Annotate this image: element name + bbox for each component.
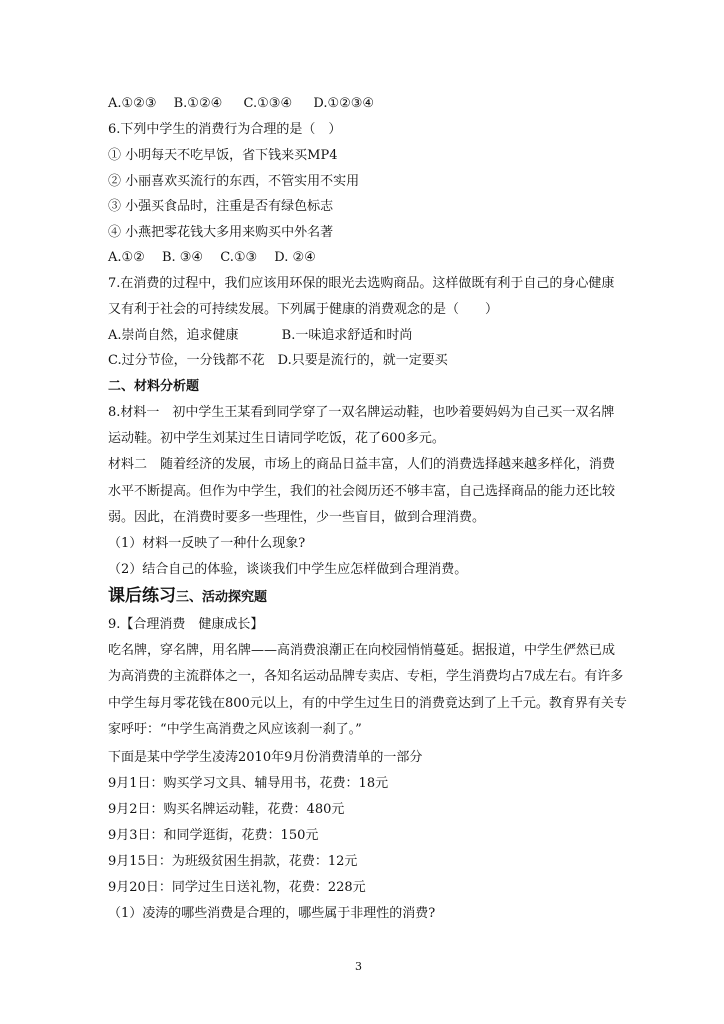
expense-item-4: 9月15日：为班级贫困生捐款，花费：12元 — [108, 854, 358, 869]
q8-material-2-line-1: 材料二 随着经济的发展，市场上的商品日益丰富，人们的消费选择越来越多样化，消费 — [108, 457, 616, 472]
q8-subquestion-2: （2）结合自己的体验，谈谈我们中学生应怎样做到合理消费。 — [108, 562, 468, 577]
after-class-title: 课后练习 — [108, 586, 176, 606]
q8-material-1-line-1: 8.材料一 初中学生王某看到同学穿了一双名牌运动鞋，也吵着要妈妈为自己买一双名牌 — [108, 405, 615, 420]
q7-options-ab: A.崇尚自然，追求健康 B.一味追求舒适和时尚 — [108, 328, 413, 343]
q8-material-2-line-3: 弱。因此，在消费时要多一些理性，少一些盲目，做到合理消费。 — [108, 510, 486, 525]
expense-item-5: 9月20日：同学过生日送礼物，花费：228元 — [108, 880, 366, 895]
after-class-heading — [108, 588, 267, 606]
q9-paragraph-line-2: 为高消费的主流群体之一，各知名运动品牌专卖店、专柜，学生消费均占7成左右。有许多 — [108, 669, 624, 684]
q6-options: A.①② B. ③④ C.①③ D. ②④ — [108, 250, 316, 265]
expense-item-3: 9月3日：和同学逛街，花费：150元 — [108, 828, 319, 843]
q7-stem-line-1: 7.在消费的过程中，我们应该用环保的眼光去选购商品。这样做既有利于自己的身心健康 — [108, 276, 615, 291]
q8-material-1-line-2: 运动鞋。初中学生刘某过生日请同学吃饭，花了600多元。 — [108, 431, 445, 446]
q6-item-2: ② 小丽喜欢买流行的东西，不管实用不实用 — [108, 174, 360, 189]
q8-subquestion-1: （1）材料一反映了一种什么现象? — [108, 536, 306, 551]
section-heading-material-analysis: 二、材料分析题 — [108, 379, 200, 394]
q9-paragraph-line-4: 家呼吁：“中学生高消费之风应该刹一刹了。” — [108, 722, 362, 737]
q9-paragraph-line-1: 吃名牌，穿名牌，用名牌——高消费浪潮正在向校园悄悄蔓延。据报道，中学生俨然已成 — [108, 643, 616, 658]
q6-item-4: ④ 小燕把零花钱大多用来购买中外名著 — [108, 225, 334, 240]
q8-material-2-line-2: 水平不断提高。但作为中学生，我们的社会阅历还不够丰富，自己选择商品的能力还比较 — [108, 484, 616, 499]
page-number: 3 — [355, 960, 362, 973]
q6-item-1: ① 小明每天不吃早饭，省下钱来买MP4 — [108, 148, 338, 163]
q7-stem-line-2: 又有利于社会的可持续发展。下列属于健康的消费观念的是（ ） — [108, 302, 499, 317]
q6-stem: 6.下列中学生的消费行为合理的是（ ） — [108, 122, 342, 137]
q9-paragraph-line-3: 中学生每月零花钱在800元以上，有的中学生过生日的消费竟达到了上千元。教育界有关专 — [108, 696, 627, 711]
expense-item-2: 9月2日：购买名牌运动鞋，花费：480元 — [108, 802, 345, 817]
q9-subquestion-1: （1）凌涛的哪些消费是合理的，哪些属于非理性的消费? — [108, 906, 436, 921]
q9-title: 9.【合理消费 健康成长】 — [108, 617, 264, 632]
q5-options: A.①②③ B.①②④ C.①③④ D.①②③④ — [108, 96, 375, 111]
expense-item-1: 9月1日：购买学习文具、辅导用书，花费：18元 — [108, 776, 389, 791]
q6-item-3: ③ 小强买食品时，注重是否有绿色标志 — [108, 199, 334, 214]
q9-list-intro: 下面是某中学学生凌涛2010年9月份消费清单的一部分 — [108, 750, 423, 765]
q7-options-cd: C.过分节俭，一分钱都不花 D.只要是流行的，就一定要买 — [108, 353, 448, 368]
section-heading-activity-inquiry: 三、活动探究题 — [176, 590, 268, 605]
